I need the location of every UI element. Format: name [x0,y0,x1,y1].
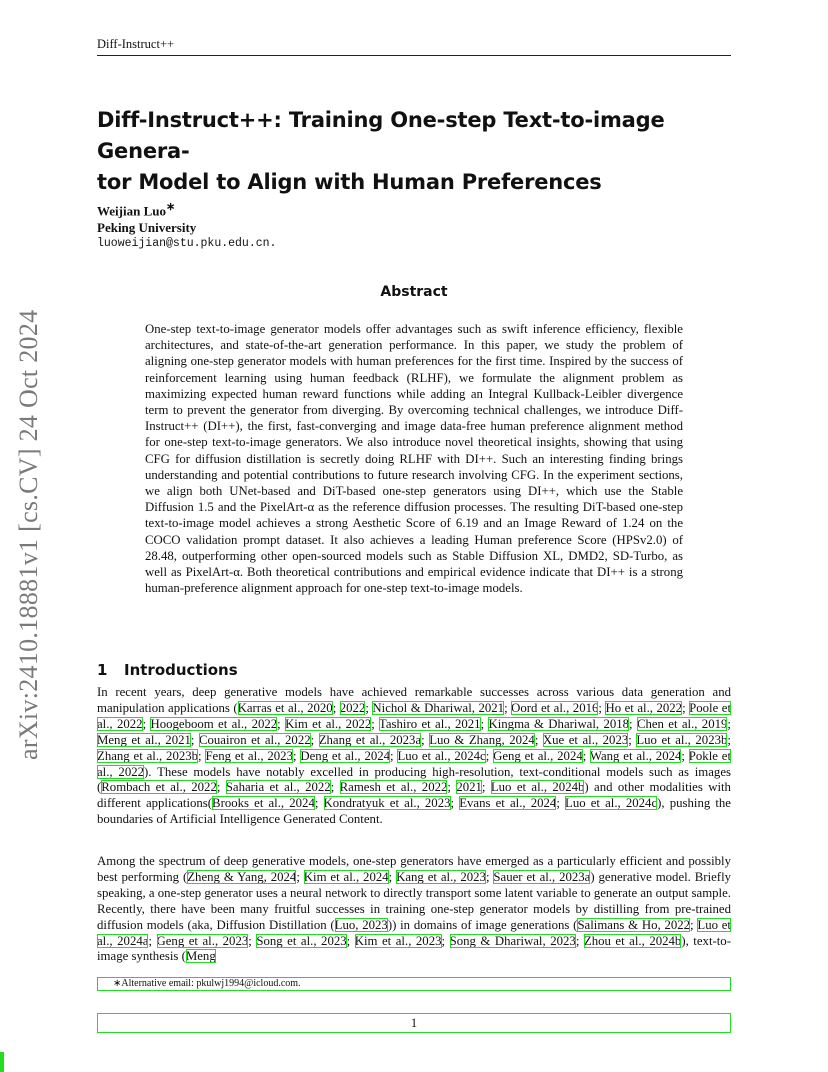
citation-link[interactable]: Karras et al., 2020 [237,700,333,715]
citation-link[interactable]: Meng et al., 2021 [97,732,191,747]
citation-link[interactable]: Luo et al., 2023b [636,732,728,747]
citation-link[interactable]: Kim et al., 2022 [285,716,372,731]
author-block [97,199,497,253]
citation-link[interactable]: Kim et al., 2023 [354,933,442,948]
citation-link[interactable]: Deng et al., 2024 [300,748,391,763]
intro-paragraph-2 [97,854,731,965]
author-footnote-mark: ∗ [166,201,176,213]
citation-link[interactable]: Luo et al., 2024c [397,748,486,763]
section-number: 1 [97,661,108,679]
citation-link[interactable]: Chen et al., 2019 [636,716,728,731]
title-line-2: tor Model to Align with Human Preferences [97,170,602,194]
author-email: luoweijian@stu.pku.edu.cn. [97,237,277,251]
author-name: Weijian Luo [97,203,166,219]
citation-link[interactable]: Zheng & Yang, 2024 [187,869,297,884]
citation-link[interactable]: Evans et al., 2024 [459,796,557,811]
citation-link[interactable]: Xue et al., 2023 [542,732,629,747]
citation-link[interactable]: Kim et al., 2024 [303,869,389,884]
citation-link[interactable]: Ramesh et al., 2022 [339,780,448,795]
abstract-heading: Abstract [380,284,448,300]
section-heading [97,661,238,679]
footnote: ∗Alternative email: pkulwj1994@icloud.com. [113,978,301,989]
citation-link[interactable]: Pokle et al., 2022 [97,748,731,779]
citation-link[interactable]: Luo et al., 2024a [97,917,731,948]
citation-link[interactable]: Brooks et al., 2024 [212,796,315,811]
citation-link[interactable]: Sauer et al., 2023a [493,869,591,884]
citation-link[interactable]: Meng [185,949,216,964]
citation-link[interactable]: Zhang et al., 2023b [97,748,199,763]
running-head: Diff-Instruct++ [97,37,731,56]
citation-link[interactable]: Nichol & Dhariwal, 2021 [372,700,505,715]
author-name-line [97,199,497,220]
citation-link[interactable]: 2022 [339,700,366,715]
citation-link[interactable]: Ho et al., 2022 [605,700,683,715]
title-line-1: Diff-Instruct++: Training One-step Text-to-image Genera- [97,108,665,163]
citation-link[interactable]: 2021 [456,780,482,795]
citation-link[interactable]: Kingma & Dhariwal, 2018 [488,716,630,731]
citation-link[interactable]: Song & Dhariwal, 2023 [449,933,576,948]
citation-link[interactable]: Rombach et al., 2022 [101,780,217,795]
citation-link[interactable]: Luo, 2023 [334,917,388,932]
citation-link[interactable]: Salimans & Ho, 2022 [577,917,691,932]
citation-link[interactable]: Geng et al., 2023 [156,933,249,948]
page-number: 1 [410,1016,418,1030]
intro-paragraph-1-text: In recent years, deep generative models have achieved remarkable successes across various data generation and manipulation applications (Karras et al., 2020; 2022; Nichol & Dhariwal, 2021; Oord et al., 2016; Ho et al., 2022; Poole et al., 2022; Hoogeboom et al., 2022; Kim et al., 2022; Tashiro et al., 2021; Kingma & Dhariwal, 2018; Chen et al., 2019; Meng et al., 2021; Couairon et al., 2022; Zhang et al., 2023a; Luo & Zhang, 2024; Xue et al., 2023; Luo et al., 2023b; Zhang et al., 2023b; Feng et al., 2023; Deng et al., 2024; Luo et al., 2024c; Geng et al., 2024; Wang et al., 2024; Pokle et al., 2022). These models have notably excelled in producing high-resolution, text-conditional models such as images (Rombach et al., 2022; Saharia et al., 2022; Ramesh et al., 2022; 2021; Luo et al., 2024b) and other modalities with different applications(Brooks et al., 2024; Kondratyuk et al., 2023; Evans et al., 2024; Luo et al., 2024c), pushing the boundaries of Artificial Intelligence Generated Content. [97,685,732,827]
citation-link[interactable]: Song et al., 2023 [256,933,347,948]
section-title: Introductions [124,661,238,679]
citation-link[interactable]: Couairon et al., 2022 [198,732,311,747]
abstract-body: One-step text-to-image generator models offer advantages such as swift inference efficiency, flexible architectures, and state-of-the-art generation performance. In this paper, we study the problem of aligning one-step generator models with human preferences for the first time. Inspired by the success of reinforcement learning using human feedback (RLHF), we formulate the alignment problem as maximizing expected human reward functions while adding an Integral Kullback-Leibler divergence term to prevent the generator from diverging. By overcoming technical challenges, we introduce Diff-Instruct++ (DI++), the first, fast-converging and image data-free human preference alignment method for one-step text-to-image generators. We also introduce novel theoretical insights, showing that using CFG for diffusion distillation is secretly doing RLHF with DI++. Such an interesting finding brings understanding and potential contributions to future research involving CFG. In the experiment sections, we align both UNet-based and DiT-based one-step generators using DI++, which use the Stable Diffusion 1.5 and the PixelArt-α as the reference diffusion processes. The resulting DiT-based one-step text-to-image model achieves a strong Aesthetic Score of 6.19 and an Image Reward of 1.24 on the COCO validation prompt dataset. It also achieves a leading Human preference Score (HPSv2.0) of 28.48, outperforming other open-sourced models such as Stable Diffusion XL, DMD2, SD-Turbo, as well as PixelArt-α. Both theoretical contributions and empirical evidence indicate that DI++ is a strong human-preference alignment approach for one-step text-to-image models. [145,322,683,596]
intro-paragraph-1 [97,685,731,828]
citation-link[interactable]: Saharia et al., 2022 [225,780,331,795]
citation-link[interactable]: Feng et al., 2023 [205,748,293,763]
author-affiliation: Peking University [97,219,197,235]
citation-link[interactable]: Luo et al., 2024b [490,780,585,795]
intro-paragraph-2-text: Among the spectrum of deep generative models, one-step generators have emerged as a particularly efficient and possibly best performing (Zheng & Yang, 2024; Kim et al., 2024; Kang et al., 2023; Sauer et al., 2023a) generative model. Briefly speaking, a one-step generator uses a neural network to directly transport some latent variable to generate an output sample. Recently, there have been many fruitful successes in training one-step generator models by distilling from pre-trained diffusion models (aka, Diffusion Distillation (Luo, 2023)) in domains of image generations (Salimans & Ho, 2022; Luo et al., 2024a; Geng et al., 2023; Song et al., 2023; Kim et al., 2023; Song & Dhariwal, 2023; Zhou et al., 2024b), text-to-image synthesis (Meng [97,854,732,964]
arxiv-stamp: arXiv:2410.18881v1 [cs.CV] 24 Oct 2024 [14,309,43,760]
citation-link[interactable]: Geng et al., 2024 [493,748,583,763]
citation-link[interactable]: Poole et al., 2022 [97,700,732,731]
citation-link[interactable]: Kang et al., 2023 [396,869,486,884]
corner-marker [0,1052,4,1072]
citation-link[interactable]: Luo & Zhang, 2024 [429,732,535,747]
citation-link[interactable]: Tashiro et al., 2021 [378,716,481,731]
citation-link[interactable]: Oord et al., 2016 [511,700,599,715]
citation-link[interactable]: Hoogeboom et al., 2022 [150,716,278,731]
citation-link[interactable]: Luo et al., 2024c [565,796,658,811]
citation-link[interactable]: Zhang et al., 2023a [318,732,422,747]
citation-link[interactable]: Wang et al., 2024 [589,748,682,763]
paper-title [97,105,737,198]
citation-link[interactable]: Zhou et al., 2024b [583,933,682,948]
citation-link[interactable]: Kondratyuk et al., 2023 [323,796,451,811]
